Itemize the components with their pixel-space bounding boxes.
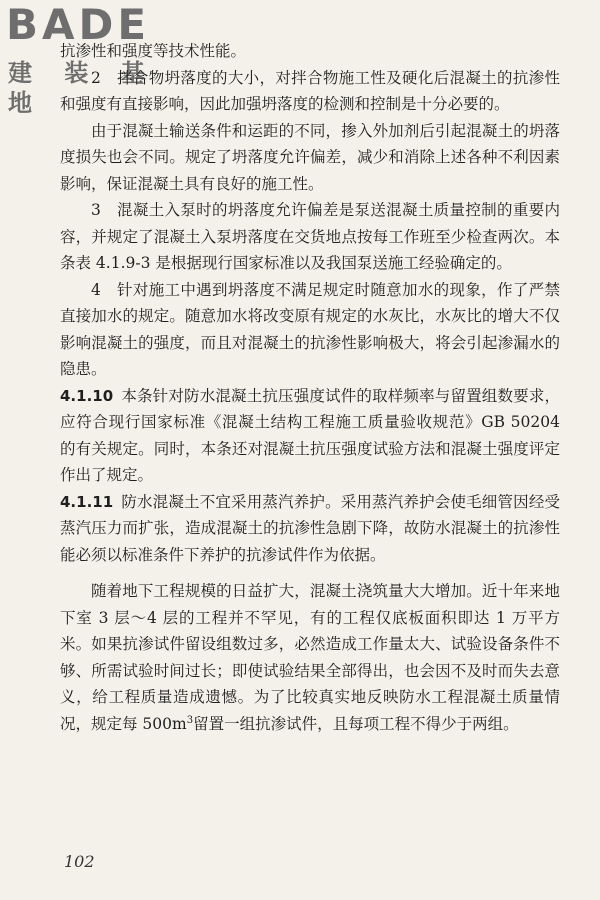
paragraph-item-3: 3 混凝土入泵时的坍落度允许偏差是泵送混凝土质量控制的重要内容，并规定了混凝土入泵坍落度在交货地点按每工作班至少检查两次。本条表 4.1.9-3 是根据现行国家标准以及我国泵送施工经验确定的。 xyxy=(60,201,560,272)
paragraph-slump-loss: 由于混凝土输送条件和运距的不同，掺入外加剂后引起混凝土的坍落度损失也会不同。规定了坍落度允许偏差，减少和消除上述各种不利因素影响，保证混凝土具有良好的施工性。 xyxy=(60,121,560,193)
clause-text: 防水混凝土不宜采用蒸汽养护。采用蒸汽养护会使毛细管因经受蒸汽压力而扩张，造成混凝土的抗渗性急剧下降，故防水混凝土的抗渗性能必须以标准条件下养护的抗渗试件作为依据。 xyxy=(60,492,560,564)
clause-text: 本条针对防水混凝土抗压强度试件的取样频率与留置组数要求，应符合现行国家标准《混凝土结构工程施工质量验收规范》GB 50204 的有关规定。同时，本条还对混凝土抗压强度试验方法和混凝土强度评定作出了规定。 xyxy=(60,386,560,484)
paragraph-continued: 抗渗性和强度等技术性能。 xyxy=(60,42,247,60)
clause-number: 4.1.10 xyxy=(60,386,114,405)
paragraph-4-1-10 xyxy=(60,383,560,489)
paragraph-test-specimens xyxy=(60,578,560,737)
clause-number: 4.1.11 xyxy=(60,492,114,511)
logo-subtitle: 建 装 基 地 xyxy=(8,59,157,117)
paragraph-text-end: 留置一组抗渗试件，且每项工程不得少于两组。 xyxy=(193,714,519,733)
paragraph-text: 随着地下工程规模的日益扩大，混凝土浇筑量大大增加。近十年来地下室 3 层～4 层的工程并不罕见，有的工程仅底板面积即达 1 万平方米。如果抗渗试件留设组数过多，必然造成工作量太大、试验设备条件不够、所需试验时间过长；即使试验结果全部得出，也会因不及时而失去意义，给工程质量造成遗憾。为了比较真实地反映防水工程混凝土质量情况，规定每 500m xyxy=(60,582,560,733)
logo-wordmark: BADE xyxy=(6,0,151,49)
body-text xyxy=(60,38,560,737)
paragraph-item-2: 2 拌合物坍落度的大小，对拌合物施工性及硬化后混凝土的抗渗性和强度有直接影响，因此加强坍落度的检测和控制是十分必要的。 xyxy=(60,68,560,113)
cubic-superscript: 3 xyxy=(186,714,194,726)
paragraph-item-4: 4 针对施工中遇到坍落度不满足规定时随意加水的现象，作了严禁直接加水的规定。随意加水将改变原有规定的水灰比，水灰比的增大不仅影响混凝土的强度，而且对混凝土的抗渗性影响极大，将会引起渗漏水的隐患。 xyxy=(60,280,560,378)
paragraph-4-1-11 xyxy=(60,489,560,569)
page-number: 102 xyxy=(64,852,95,871)
